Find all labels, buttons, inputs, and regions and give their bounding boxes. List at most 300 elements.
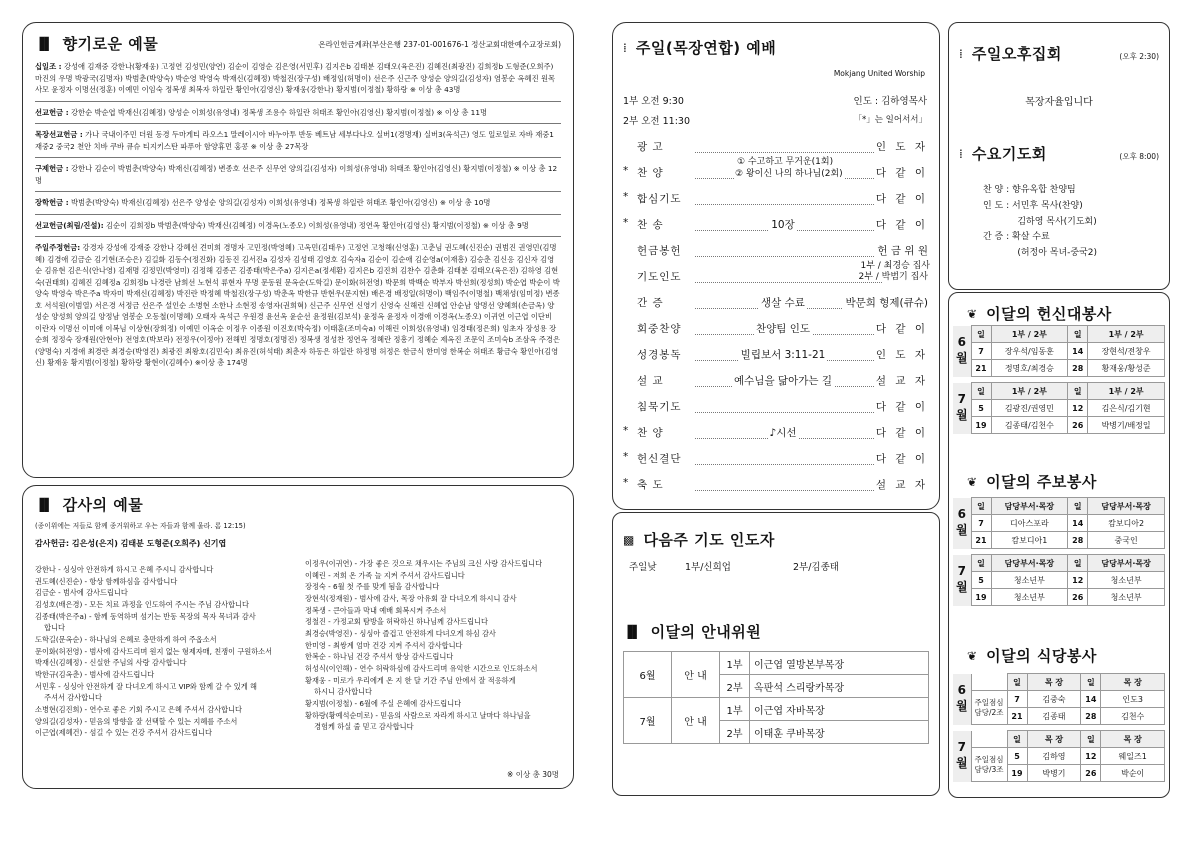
worship-item [635, 399, 713, 414]
row-dots [695, 282, 882, 283]
grid-head: 일 [1081, 731, 1101, 748]
worship-person [858, 261, 930, 283]
grid-cell: 디아스포라 [991, 515, 1068, 532]
thanks-item: 이정우(이귀연) - 가장 좋은 것으로 채우시는 주님의 크신 사랑 감사드립니다 [305, 559, 543, 568]
row-dots [695, 464, 882, 465]
worship-person [874, 451, 930, 466]
grid-head: 목 장 [1027, 674, 1081, 691]
grid-corner [971, 674, 1007, 691]
wednesday-line: 김하영 목사(기도회) [983, 216, 1097, 227]
worship-leader: 인도 : 김하영목사 [853, 96, 927, 107]
worship-person-text: 다 같 이 [875, 167, 928, 179]
grid-cell: 황재웅/황성준 [1088, 360, 1165, 377]
usher-title: 이달의 안내위원 [650, 623, 762, 641]
offering-names: 가나 국내이주민 더원 동경 두마게티 라오스1 말레이시아 바누아투 반동 베트남 세부다나오 실버1(경명재) 실버3(옥석근) 영도 일로일로 자바 재중1 재중2 중국2 천안 치바 쿠바 큐슈 티지키스탄 파푸아 함양휴먼 홍콩 ※ 이상 총 27목장 [35, 130, 554, 151]
grid-head: 1부 / 2부 [1088, 383, 1165, 400]
leaf-icon: ❦ [967, 306, 978, 321]
worship-content-text [781, 139, 785, 151]
grid-cell: 21 [1007, 708, 1027, 725]
grid-head: 일 [1007, 674, 1027, 691]
usher-name: 옥판석 스리랑카목장 [750, 675, 929, 698]
grid-head-row [953, 498, 1165, 515]
thanks-item: 이근엽(제혜건) - 섬길 수 있는 건강 주셔서 감사드립니다 [35, 728, 212, 738]
grid-head: 일 [971, 498, 991, 515]
offering-names: 강한순 박순엽 박재신(김혜정) 양성순 이희성(유영내) 정복생 조용수 하일란 허태조 황인아(김영신) 황지범(이정철) ※ 이상 총 11명 [70, 107, 488, 117]
usher-role: 안 내 [672, 698, 720, 744]
grid-head-row [953, 555, 1165, 572]
devotion-table [953, 325, 1165, 434]
worship-content [713, 217, 853, 232]
grid-head: 1부 / 2부 [991, 383, 1068, 400]
worship-item-label: 찬 송 [637, 219, 664, 231]
grid-row [953, 572, 1165, 589]
grid-cell: 장우석/임동훈 [991, 343, 1068, 360]
thanks-item: 김성호(배은경) - 모든 치료 과정을 인도하여 주시는 주님 감사합니다 [35, 599, 249, 609]
worship-item-label: 찬 양 [637, 167, 664, 179]
offering-header [35, 33, 561, 55]
grid-cell: 12 [1068, 400, 1088, 417]
grid-head: 담당부서·목장 [1088, 555, 1165, 572]
grid-cell: 14 [1068, 343, 1088, 360]
grid-month: 6 월 [953, 674, 971, 725]
grid-head: 담당부서·목장 [991, 498, 1068, 515]
offering-row [35, 242, 561, 369]
offering-label: 목장선교헌금 : [35, 130, 83, 140]
worship-person [874, 165, 930, 180]
offering-title: 향기로운 예물 [62, 35, 159, 53]
grid-cell: 청소년부 [991, 589, 1068, 606]
worship-content [713, 347, 853, 362]
wednesday-title: 수요기도회 [971, 145, 1047, 163]
worship-row [635, 369, 930, 395]
row-dots [695, 204, 882, 205]
usher-table [623, 651, 929, 744]
grid-head: 일 [1068, 555, 1088, 572]
worship-item-label: 합심기도 [637, 193, 682, 205]
grid-head: 목 장 [1027, 731, 1081, 748]
thanks-item: 한미영 - 최쌍계 엄마 건강 지켜 주셔서 감사합니다 [305, 640, 463, 650]
prayer-leader-title: 다음주 기도 인도자 [643, 531, 775, 549]
thanks-item: 문이화(허전영) - 범사에 감사드리며 원지 없는 형제자매, 친쟁이 구원하소서 [35, 646, 273, 656]
worship-person-text: 설 교 자 [875, 375, 928, 387]
worship-row [623, 187, 930, 213]
thanks-item: 정복생 - 큰아들과 막내 예배 회복시켜 주소서 [305, 605, 447, 615]
afternoon-title: 주일오후집회 [971, 45, 1062, 63]
bars-icon: ▐▌ [623, 624, 642, 639]
worship-content-text: 빌립보서 3:11-21 [740, 349, 826, 361]
worship-item-label: 설 교 [637, 375, 664, 387]
worship-item [635, 321, 713, 336]
worship-item [635, 139, 713, 154]
offering-label: 선교헌금 : [35, 107, 69, 117]
grid-head: 일 [1081, 674, 1101, 691]
worship-item [635, 347, 713, 362]
worship-content-text: 10장 [771, 219, 795, 231]
usher-row [624, 652, 929, 675]
divider [35, 236, 561, 237]
offering-label: 주일주정헌금: [35, 243, 81, 253]
grid-head-row [953, 674, 1165, 691]
worship-person-text: 설 교 자 [875, 479, 928, 491]
offering-names: 강경자 강성애 강재중 강한나 강혜선 견미희 경명자 고민정(박영혜) 고옥민(김태우) 고정연 고청해(신영훈) 고춘님 권도혜(신진순) 권범진 권영민(김명혜) 김경애 김금순 김기현(조승은) 김길화 김동수(정진화) 김동진 김서진a 김성자 김성태 김영호 김숙자a 김순이 김순애 김순영a(이재흥) 김승춘 김신응 김신자 김영순 김유현 김은식(안나영) 김재명 김정민(박영미) 김정해 김종곤 김종태(박은주a) 김지은a(정세환) 김지은b 김진희 김찬수 김춘화 김태분 김태오(육은진) 김하영 김현숙(권태희) 김혜진 김혜정a 김희정b 나경란 남희선 노현석 류현자 무명 문동원 문옥순(도학길) 문이화(허전영) 박문희 박백순 박부자 박선희(정성희) 박순엽 박순이 박양숙 박영숙 박은주a 박자미 박재신(김혜정) 박진란 박정혜 박철진(장구성) 박춘옥 박한규 반현우(문지현) 배은경 배정일(허명이) 백임주(이명철) 백채성(임미정) 변종호 서석원(이범열) 서은경 서정금 선은주 설인순 소병현 소한나 소현정 송영자(권희혁) 신근주 신무연 신영기 신영숙 신해린 신혜엽 안순남 양명선 양혜희(손금옥) 양성순 양성희 양의길 양정남 염봉순 오동철(이명혜) 오태자 옥석근 우원경 윤선옥 윤순선 윤정원(김보석) 윤정옥 윤정자 이경애 이경옥(노종오) 이귀연 이근엽 이단비 이란자 이명선 이미애 이복님 이상현(장희정) 이예민 이옥순 이정우 이종원 이진호(박숙정) 이태훈(조미숙a) 이해린 이희성(유영내) 임경태(정은희) 임초자 장성용 장순희 정정숙 장재원(안현아) 전영호(박보라) 전정우(이정아) 전해빈 정명호(정명진) 정복생 정성찬 정연옥 정혜란 정흥기 정혜순 제옥진 조문익 조미숙b 조삼옥 주경은(양명숙) 지경애 최경란 최경승(박영진) 최광진 최왕호(김민숙) 최유진(허석태) 최춘자 하동은 하일란 하정명 허정은 한금식 한미영 한복순 허태조 황금숙 황인아(김영신) 황재웅 황지범(이정철) 황하랑 황현이(김혜수) ※이상 총 174명 [35, 243, 561, 368]
worship-row [635, 317, 930, 343]
dots-icon: ⁞ [959, 146, 963, 161]
thanks-item: 합니다 [35, 623, 65, 633]
usher-role: 안 내 [672, 652, 720, 698]
grid-cell: 5 [971, 572, 991, 589]
divider [35, 123, 561, 124]
worship-content-text: 찬양팀 인도 [755, 323, 811, 335]
divider [35, 214, 561, 215]
thanks-item: 경험케 하실 줄 믿고 감사합니다 [305, 722, 414, 732]
worship-person [874, 399, 930, 414]
thanks-right-column [305, 558, 574, 733]
grid-head: 담당부서·목장 [991, 555, 1068, 572]
worship-box [612, 22, 940, 510]
grid-row [953, 400, 1165, 417]
worship-person [874, 347, 930, 362]
worship-header [623, 37, 776, 58]
grid-cell: 박병기/배정일 [1088, 417, 1165, 434]
grid-cell: 중국인 [1088, 532, 1165, 549]
grid-month: 7 월 [953, 731, 971, 782]
devotion-header [967, 303, 1112, 324]
grid-head: 목 장 [1101, 731, 1165, 748]
worship-content [713, 451, 853, 463]
offering-row [35, 107, 561, 119]
worship-person [874, 191, 930, 206]
grid-team: 주일점심 담당/3조 [971, 748, 1007, 782]
afternoon-header [959, 43, 1062, 64]
worship-person [874, 425, 930, 440]
stand-mark: * [623, 191, 629, 203]
worship-row [623, 213, 930, 239]
bars-icon: ▐▌ [35, 36, 54, 51]
bulletin-header [967, 471, 1097, 492]
thanks-item: 박한규(김옥춘) - 범사에 감사드립니다 [35, 669, 155, 679]
grid-head: 일 [1068, 498, 1088, 515]
stand-mark: * [623, 451, 629, 463]
grid-head: 일 [1007, 731, 1027, 748]
grid-cell: 청소년부 [991, 572, 1068, 589]
grid-cell: 5 [1007, 748, 1027, 765]
wednesday-details [983, 183, 1097, 262]
worship-item [635, 217, 713, 232]
worship-person-text: 박문희 형제(큐슈) [845, 297, 928, 309]
worship-item-label: 헌신결단 [637, 453, 682, 465]
worship-person-text: 다 같 이 [875, 323, 928, 335]
worship-item [635, 191, 713, 206]
grid-cell: 26 [1068, 589, 1088, 606]
grid-cell: 김중숙 [1027, 691, 1081, 708]
offering-row [35, 61, 561, 96]
usher-service: 1부 [720, 652, 750, 675]
bars-icon: ▐▌ [35, 497, 54, 512]
grid-cell: 14 [1068, 515, 1088, 532]
grid-row [953, 360, 1165, 377]
offering-names: 강성애 김재중 강한나(황재웅) 고정연 김성민(양연) 김순이 김영순 김은영(서민후) 김지은b 김태분 김태오(육은진) 김혜진(최광진) 김희정b 도형준(오희주) 마진의 우명 박광국(김명자) 박범춘(박양숙) 박순영 박영숙 박재신(김혜정) 박철진(장구성) 배정임(허명이) 선은주 신근주 양성순 양의길(김성자) 염봉순 옥혜진 원목사모 윤정자 이명선(정훈) 이예민 이임숙 정복생 최복자 하일란 황인아(김영신) 황재웅(강한나) 황지범(이정철) 황하랑 ※ 이상 총 43명 [35, 62, 556, 95]
worship-content [713, 321, 853, 336]
thanks-verse: (종이위에는 저들로 함께 종거워하고 우는 자들과 함께 울라. 롬 12:15) [35, 522, 246, 530]
worship-content-text: ① 수고하고 무거운(1회) ② 왕이신 나의 하나님(2회) [735, 157, 843, 179]
thanks-item: 주셔서 감사합니다 [35, 693, 102, 703]
grid-head: 일 [971, 383, 991, 400]
wednesday-line: (허정아 목녀-중국2) [983, 248, 1098, 258]
worship-item-label: 축 도 [637, 479, 664, 491]
devotion-title: 이달의 헌신대봉사 [986, 305, 1112, 323]
worship-row [635, 261, 930, 291]
worship-person-text: 인 도 자 [875, 349, 928, 361]
worship-row [623, 447, 930, 473]
usher-row [624, 698, 929, 721]
worship-item-label: 광 고 [637, 141, 664, 153]
grid-row [953, 417, 1165, 434]
thanks-item: 이혜린 - 저희 온 가족 늘 지켜 주셔서 감사드립니다 [305, 570, 465, 580]
thanks-item: 허성식(이인해) - 연수 허락하심에 감사드리며 유익한 시간으로 인도하소서 [305, 663, 538, 673]
thanks-item: 장현석(정재원) - 범사에 감사, 목장 아유회 잘 다녀오게 하시니 감사 [305, 593, 517, 603]
afternoon-time: (오후 2:30) [1119, 52, 1159, 61]
row-dots [695, 412, 882, 413]
grid-head-row [953, 383, 1165, 400]
worship-content-text: ♪시선 [769, 427, 797, 439]
offering-row [35, 197, 561, 209]
worship-item [635, 477, 713, 492]
worship-item-label: 헌금봉헌 [637, 245, 682, 257]
worship-person [843, 295, 930, 310]
worship-content-text [781, 451, 785, 463]
thanks-item: 소병현(김진희) - 연수로 좋은 기회 주시고 은혜 주셔서 감사합니다 [35, 704, 243, 714]
grid-cell: 김은식/김기현 [1088, 400, 1165, 417]
usher-month: 6월 [624, 652, 672, 698]
wednesday-line: 찬 양 : 향유옥합 찬양팀 [983, 185, 1076, 195]
worship-row [635, 395, 930, 421]
worship-item [635, 451, 713, 466]
grid-cell: 김종태 [1027, 708, 1081, 725]
worship-item-label: 찬 양 [637, 427, 664, 439]
leaf-icon: ❦ [967, 648, 978, 663]
grid-cell: 21 [971, 532, 991, 549]
thanks-item: 한복순 - 하나님 건강 주셔서 항상 감사드립니다 [305, 652, 454, 662]
worship-content [713, 243, 853, 255]
grid-cell: 인도3 [1101, 691, 1165, 708]
grid-row [953, 532, 1165, 549]
grid-head: 1부 / 2부 [1088, 326, 1165, 343]
checker-icon: ▩ [623, 532, 635, 547]
wednesday-time: (오후 8:00) [1119, 152, 1159, 161]
thanks-item: 서민후 - 싱싱아 안전하게 잘 다녀오게 하시고 VIP와 함께 갈 수 있게 해 [35, 681, 257, 691]
worship-content [713, 269, 853, 281]
worship-row [623, 473, 930, 499]
grid-cell: 정명호/최경승 [991, 360, 1068, 377]
thanks-item: 황지범(이정철) - 6월에 주실 은혜에 감사드립니다 [305, 698, 462, 708]
worship-item-label: 간 증 [637, 297, 664, 309]
offering-row [35, 163, 561, 186]
grid-cell: 19 [971, 589, 991, 606]
worship-content-text [781, 477, 785, 489]
grid-row [953, 691, 1165, 708]
usher-service: 2부 [720, 721, 750, 744]
worship-person [874, 139, 930, 154]
divider [35, 157, 561, 158]
grid-cell: 12 [1068, 572, 1088, 589]
bulletin-title: 이달의 주보봉사 [986, 473, 1097, 491]
wednesday-line: 인 도 : 서민후 목사(찬양) [983, 200, 1083, 211]
stand-mark: * [623, 217, 629, 229]
grid-cell: 19 [1007, 765, 1027, 782]
worship-person [874, 373, 930, 388]
grid-row [953, 748, 1165, 765]
grid-cell: 5 [971, 400, 991, 417]
prayer-leader-1: 1부/신희업 [685, 562, 731, 573]
grid-head: 일 [1068, 383, 1088, 400]
grid-month: 7 월 [953, 555, 971, 606]
thanks-item: 황하랑(황예석순미로) - 믿음의 사람으로 자라게 하시고 날마다 하나님을 [305, 710, 531, 720]
worship-item-label: 성경봉독 [637, 349, 682, 361]
worship-item [635, 295, 713, 310]
grid-cell: 12 [1081, 748, 1101, 765]
thanks-item: 강한나 - 싱싱아 안전하게 하시고 은혜 주시니 감사합니다 [35, 565, 214, 574]
grid-month: 7 월 [953, 383, 971, 434]
worship-item [635, 243, 713, 258]
worship-content [713, 399, 853, 411]
grid-cell: 21 [971, 360, 991, 377]
grid-cell: 박순이 [1101, 765, 1165, 782]
offering-list [35, 61, 561, 369]
grid-head: 목 장 [1101, 674, 1165, 691]
usher-service: 2부 [720, 675, 750, 698]
grid-head-row [953, 326, 1165, 343]
grid-corner [971, 731, 1007, 748]
grid-head: 일 [971, 326, 991, 343]
grid-cell: 7 [1007, 691, 1027, 708]
worship-item [635, 269, 713, 284]
worship-item-label: 기도인도 [637, 271, 682, 283]
grid-cell: 7 [971, 515, 991, 532]
offering-label: 선교헌금(최림/진설): [35, 220, 104, 230]
row-dots [695, 152, 882, 153]
worship-person [874, 321, 930, 336]
usher-month: 7월 [624, 698, 672, 744]
stand-mark: * [623, 165, 629, 177]
grid-cell: 박병기 [1027, 765, 1081, 782]
worship-person-text: 다 같 이 [875, 453, 928, 465]
worship-content [713, 139, 853, 151]
offering-box [22, 22, 574, 478]
row-dots [695, 256, 882, 257]
bulletin-table [953, 497, 1165, 606]
grid-cell: 청소년부 [1088, 572, 1165, 589]
worship-person [874, 217, 930, 232]
offering-row [35, 129, 561, 152]
worship-content [713, 425, 853, 440]
grid-head: 일 [971, 555, 991, 572]
worship-person-text: 1부 / 최경승 집사 2부 / 박범기 집사 [858, 261, 930, 282]
usher-header [623, 621, 761, 642]
thanks-item: 김금순 - 범사에 감사드립니다 [35, 588, 128, 598]
thanks-item: 하시니 감사합니다 [305, 687, 372, 697]
offering-label: 십일조 : [35, 62, 62, 71]
kitchen-table [953, 673, 1165, 782]
thanks-item: 박재신(김혜정) - 신실한 주님의 사랑 감사합니다 [35, 658, 187, 668]
worship-content-text [781, 399, 785, 411]
grid-cell: 캄보디아2 [1088, 515, 1165, 532]
grid-team: 주일점심 담당/2조 [971, 691, 1007, 725]
dots-icon: ⁞ [623, 40, 627, 55]
prayer-leader-header [623, 529, 775, 550]
thanks-left-column [35, 564, 307, 739]
thanks-title: 감사의 예물 [62, 496, 144, 514]
thanks-item: 최경승(박영진) - 싱싱아 즐겁고 안전하게 다녀오게 하심 감사 [305, 628, 496, 638]
grid-cell: 28 [1081, 708, 1101, 725]
grid-cell: 26 [1068, 417, 1088, 434]
worship-person [875, 243, 930, 258]
grid-cell: 28 [1068, 360, 1088, 377]
worship-row [635, 343, 930, 369]
usher-name: 이태훈 쿠바목장 [750, 721, 929, 744]
thanks-item: 정철진 - 가정교회 탐방을 허락하신 하나님께 감사드립니다 [305, 617, 488, 627]
usher-name: 이근엽 열방본부목장 [750, 652, 929, 675]
thanks-item: 권도혜(신진순) - 항상 함께하심을 감사합니다 [35, 576, 178, 586]
worship-person-text: 헌 금 위 원 [877, 245, 928, 257]
divider [35, 101, 561, 102]
grid-cell: 김종태/김천수 [991, 417, 1068, 434]
usher-name: 이근엽 자바목장 [750, 698, 929, 721]
grid-cell: 14 [1081, 691, 1101, 708]
thanks-item: 황재웅 - 미로가 우리에게 온 지 한 달 기간 주님 안에서 잘 적응하게 [305, 675, 516, 685]
kitchen-header [967, 645, 1097, 666]
grid-head: 1부 / 2부 [991, 326, 1068, 343]
worship-content-text: 예수님을 닮아가는 길 [734, 375, 832, 387]
thanks-item: 김종태(박은주a) - 함께 동역하며 섬기는 반동 목장의 목자 목녀과 감사 [35, 611, 256, 621]
grid-month: 6 월 [953, 498, 971, 549]
worship-person-text: 인 도 자 [875, 141, 928, 153]
offering-names: 강한나 김순이 박범춘(박양숙) 박재신(김혜정) 변종호 선은주 신무연 양의길(김성자) 이희성(유영내) 허태조 황인아(김영신) 황지범(이정철) ※ 이상 총 12명 [35, 164, 558, 185]
worship-person-text: 다 같 이 [875, 427, 928, 439]
worship-item [635, 425, 713, 440]
offering-label: 구제헌금 : [35, 164, 69, 174]
row-dots [695, 490, 882, 491]
notice-box [612, 512, 940, 796]
grid-cell: 7 [971, 343, 991, 360]
thanks-box [22, 485, 574, 789]
stand-mark: * [623, 477, 629, 489]
worship-item [635, 373, 713, 388]
worship-title: 주일(목장연합) 예배 [635, 39, 777, 57]
worship-content [713, 295, 853, 310]
standing-note: 「*」는 일어서서」 [853, 115, 927, 125]
thanks-item: 양의길(김성자) - 믿음의 방향을 잘 선택할 수 있는 지혜를 주소서 [35, 716, 238, 726]
worship-content-text [781, 269, 785, 281]
thanks-header [35, 494, 561, 516]
grid-head: 담당부서·목장 [1088, 498, 1165, 515]
worship-person [874, 477, 930, 492]
worship-row [623, 421, 930, 447]
prayer-leader-2: 2부/김종태 [793, 562, 839, 573]
thanks-item: 도학길(문옥순) - 하나님의 은혜로 충만하게 하여 주옵소서 [35, 634, 217, 644]
offering-label: 장학헌금 : [35, 198, 69, 208]
grid-cell: 청소년부 [1088, 589, 1165, 606]
worship-row [635, 291, 930, 317]
offering-names: 박범춘(박양숙) 박재신(김혜정) 선은주 양성순 양의길(김성자) 이희성(유영내) 정복생 하일란 허태조 황인아(김영신) ※ 이상 총 10명 [70, 198, 491, 208]
worship-content-text [781, 191, 785, 203]
grid-cell: 김하영 [1027, 748, 1081, 765]
worship-item-label: 회중찬양 [637, 323, 682, 335]
worship-person-text: 다 같 이 [875, 219, 928, 231]
thanks-headline: 감사헌금: 김은성(은지) 김태분 도형준(오희주) 신기엽 [35, 539, 227, 548]
worship-person-text: 다 같 이 [875, 401, 928, 413]
worship-content [735, 157, 875, 180]
grid-cell: 장현석/전창우 [1088, 343, 1165, 360]
